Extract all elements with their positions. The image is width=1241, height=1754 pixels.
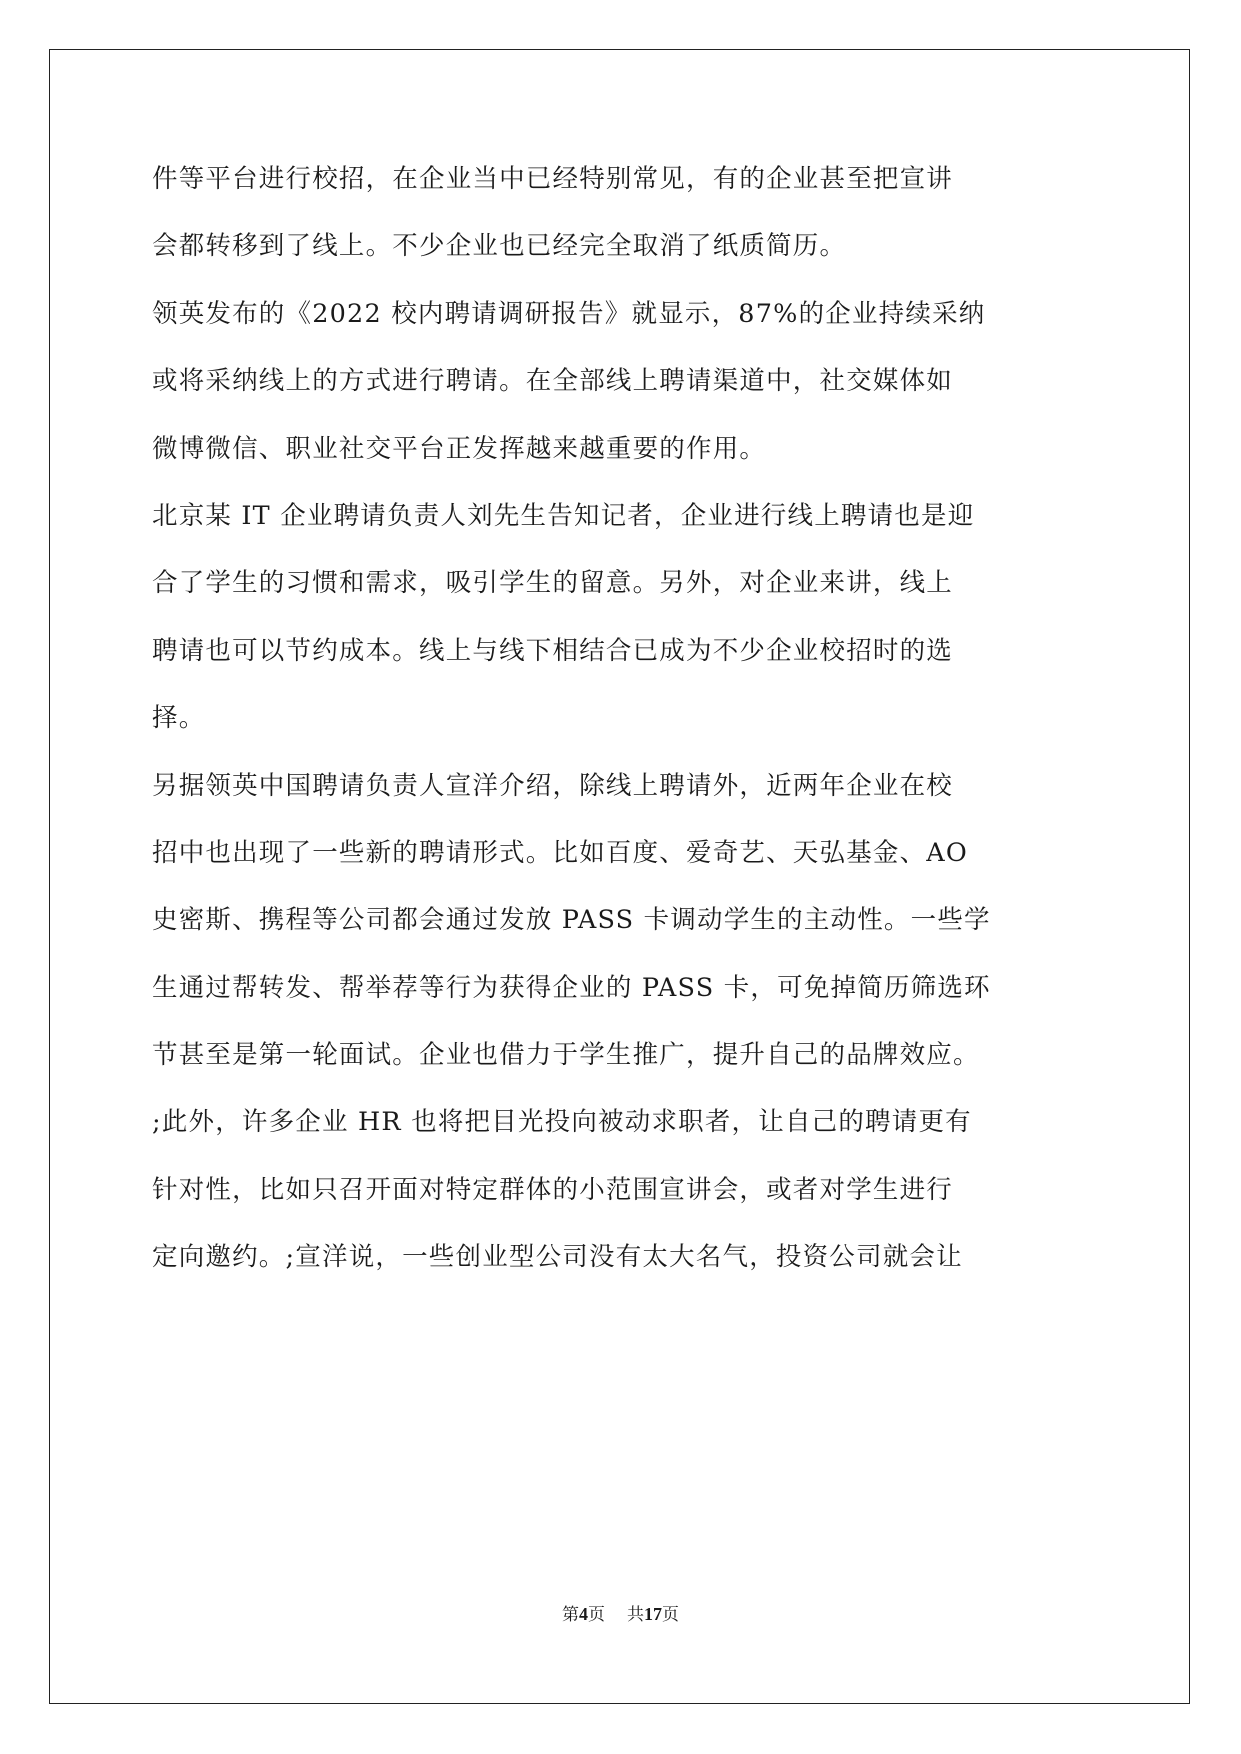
text-line: 定向邀约。;宣洋说，一些创业型公司没有太大名气，投资公司就会让 [152, 1242, 963, 1273]
text-line: 节甚至是第一轮面试。企业也借力于学生推广，提升自己的品牌效应。 [152, 1040, 980, 1071]
text-line: 会都转移到了线上。不少企业也已经完全取消了纸质简历。 [152, 231, 847, 262]
text-line: 招中也出现了一些新的聘请形式。比如百度、爱奇艺、天弘基金、AO [152, 837, 969, 868]
footer-total-prefix: 共 [627, 1605, 644, 1625]
text-line: 微博微信、职业社交平台正发挥越来越重要的作用。 [152, 433, 767, 464]
text-line: 聘请也可以节约成本。线上与线下相结合已成为不少企业校招时的选 [152, 635, 954, 666]
text-line: ;此外，许多企业 HR 也将把目光投向被动求职者，让自己的聘请更有 [152, 1107, 972, 1138]
text-line: 择。 [152, 703, 206, 734]
document-body [152, 163, 1097, 1309]
text-line: 领英发布的《2022 校内聘请调研报告》就显示，87%的企业持续采纳 [152, 298, 986, 329]
text-line: 史密斯、携程等公司都会通过发放 PASS 卡调动学生的主动性。一些学 [152, 905, 991, 936]
text-line: 或将采纳线上的方式进行聘请。在全部线上聘请渠道中，社交媒体如 [152, 366, 954, 397]
page-footer [0, 1600, 1241, 1625]
text-line: 北京某 IT 企业聘请负责人刘先生告知记者，企业进行线上聘请也是迎 [152, 500, 975, 531]
text-line: 生通过帮转发、帮举荐等行为获得企业的 PASS 卡，可免掉简历筛选环 [152, 972, 991, 1003]
footer-page-suffix: 页 [588, 1605, 605, 1625]
text-line: 另据领英中国聘请负责人宣洋介绍，除线上聘请外，近两年企业在校 [152, 770, 954, 801]
footer-total-suffix: 页 [662, 1605, 679, 1625]
text-line: 件等平台进行校招，在企业当中已经特别常见，有的企业甚至把宣讲 [152, 164, 954, 194]
total-pages-number: 17 [644, 1604, 662, 1624]
text-line: 针对性，比如只召开面对特定群体的小范围宣讲会，或者对学生进行 [152, 1174, 954, 1205]
footer-prefix: 第 [562, 1605, 579, 1625]
current-page-number: 4 [579, 1604, 588, 1624]
text-line: 合了学生的习惯和需求，吸引学生的留意。另外，对企业来讲，线上 [152, 568, 954, 599]
